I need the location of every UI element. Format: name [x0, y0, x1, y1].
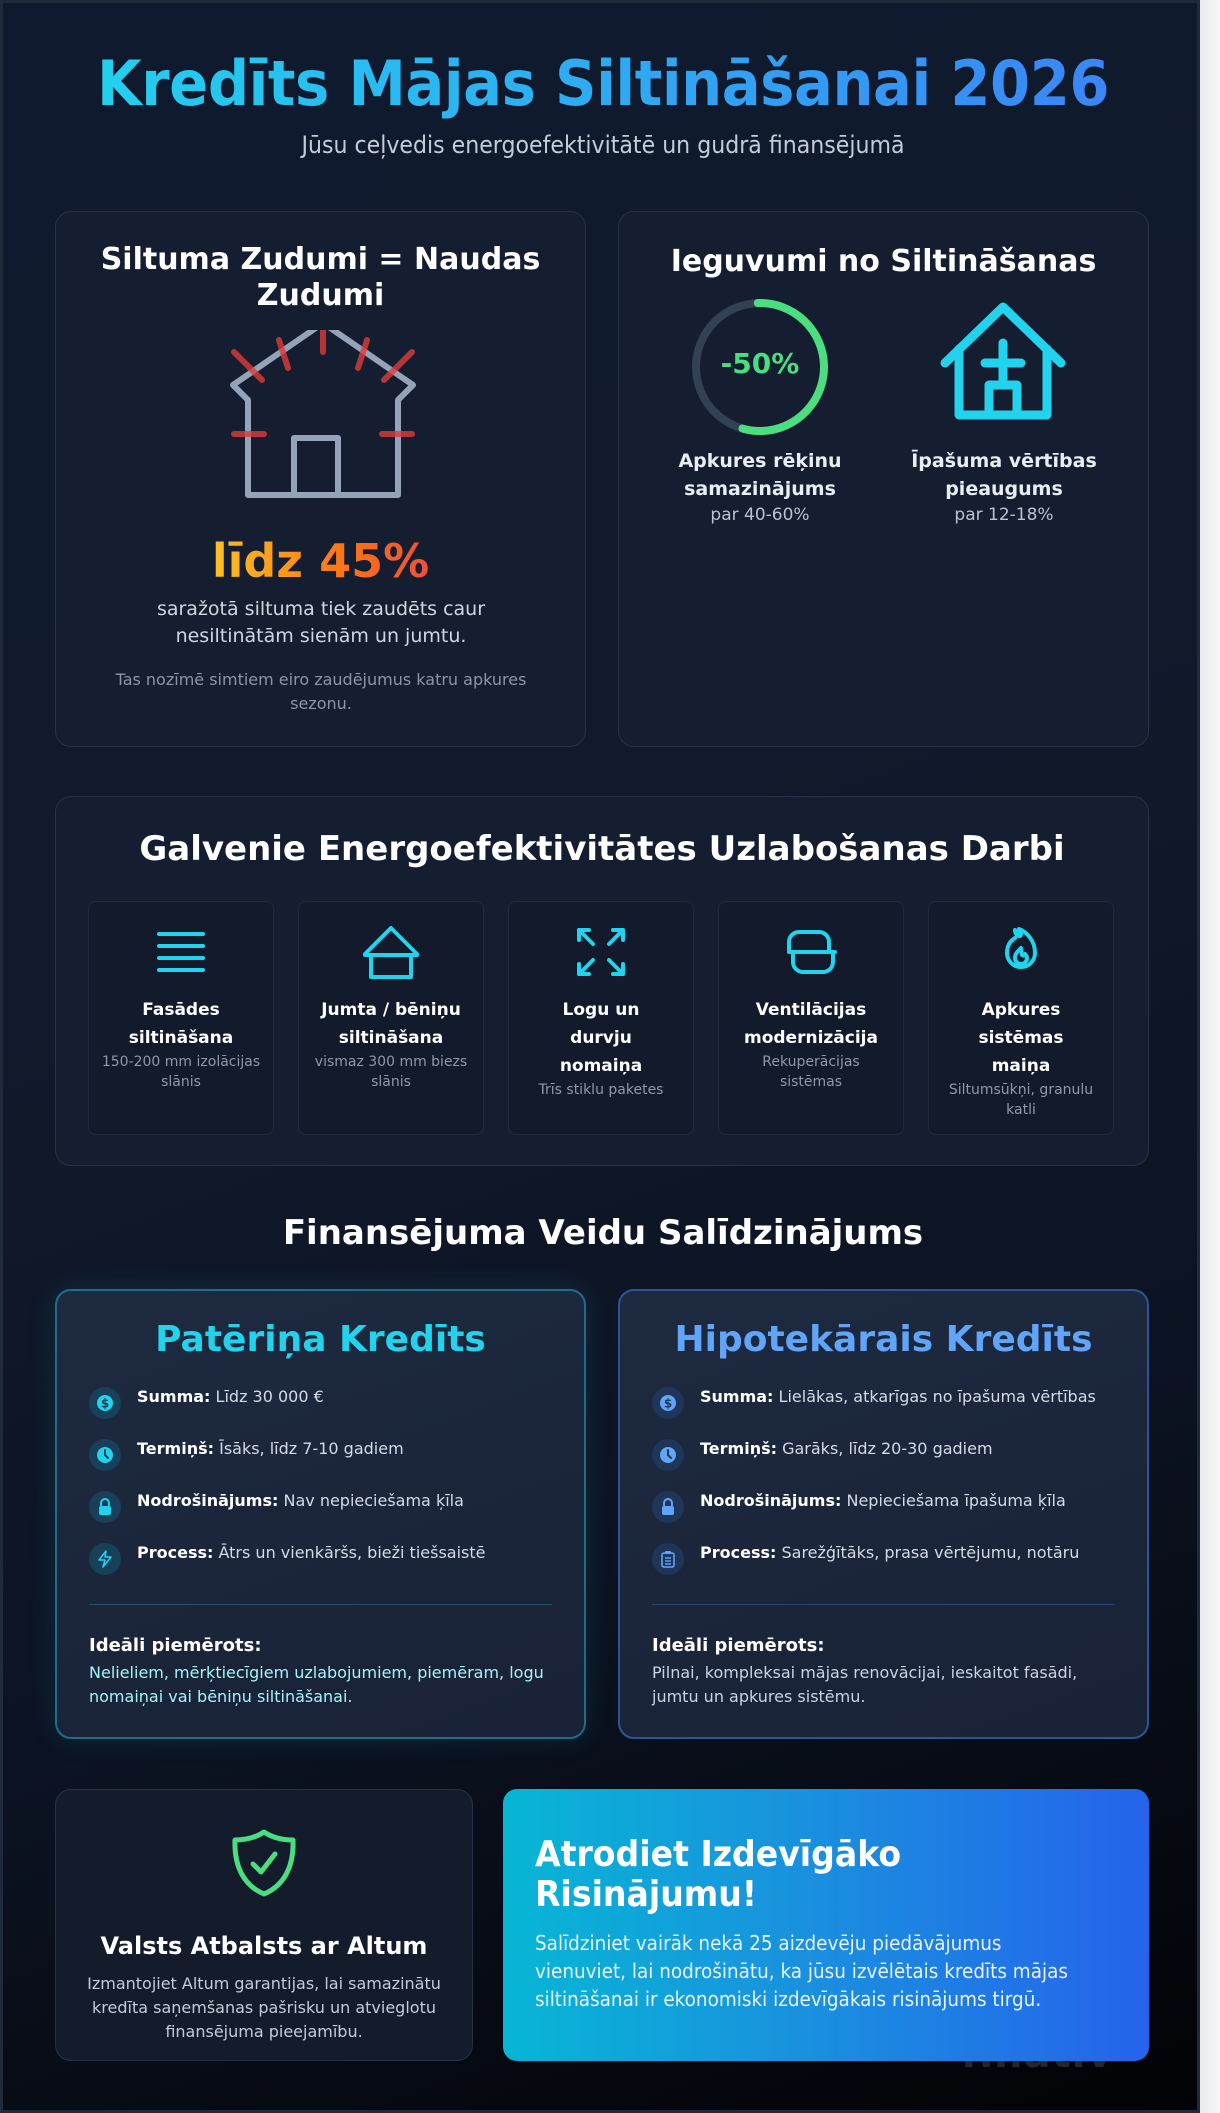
loan-row-label: Nodrošinājums: [700, 1491, 842, 1510]
loan-row-term [652, 1439, 1122, 1479]
ideal-heading: Ideāli piemērots: [652, 1635, 825, 1656]
mortgage-loan-card [618, 1289, 1149, 1739]
money-icon [89, 1387, 121, 1419]
ideal-heading: Ideāli piemērots: [89, 1635, 262, 1656]
money-icon [652, 1387, 684, 1419]
benefit-sub: par 40-60% [710, 505, 810, 525]
loan-row-label: Termiņš: [137, 1439, 214, 1458]
cta-banner[interactable] [503, 1789, 1149, 2061]
benefits-title: Ieguvumi no Siltināšanas [670, 244, 1097, 279]
loan-row-value: Sarežģītāks, prasa vērtējumu, notāru [781, 1543, 1080, 1562]
work-item-windows [508, 901, 694, 1135]
loan-row-value: Līdz 30 000 € [215, 1387, 324, 1406]
divider [652, 1604, 1115, 1605]
heat-loss-stat: līdz 45% [56, 534, 585, 588]
loan-row-value: Nepieciešama īpašuma ķīla [846, 1491, 1066, 1510]
benefit-sub: par 12-18% [954, 505, 1054, 525]
shield-check-icon [229, 1828, 299, 1898]
clipboard-icon [652, 1543, 684, 1575]
work-sub: Siltumsūkņi, granulu katli [948, 1082, 1094, 1118]
mortgage-loan-title: Hipotekārais Kredīts [674, 1319, 1093, 1360]
benefit-title: Apkures rēķinu samazinājums [678, 450, 842, 500]
benefits-card [618, 211, 1149, 747]
roof-house-icon [361, 924, 421, 980]
work-item-heating [928, 901, 1114, 1135]
loan-row-label: Termiņš: [700, 1439, 777, 1458]
ideal-text: Pilnai, kompleksai mājas renovācijai, ieskaitot fasādi, jumtu un apkures sistēmu. [652, 1663, 1078, 1706]
benefit-bill-reduction [640, 297, 880, 527]
works-section [55, 796, 1149, 1166]
work-sub: vismaz 300 mm biezs slānis [314, 1054, 468, 1090]
heat-loss-title: Siltuma Zudumi = Naudas Zudumi [100, 242, 541, 313]
loan-row-value: Nav nepieciešama ķīla [283, 1491, 464, 1510]
loan-row-collateral [89, 1491, 559, 1531]
work-sub: Trīs stiklu paketes [538, 1082, 664, 1098]
heat-loss-card [55, 211, 586, 747]
svg-text:$: $ [663, 1396, 673, 1411]
lock-icon [652, 1491, 684, 1523]
benefit-property-value [884, 297, 1124, 527]
flame-icon [993, 924, 1049, 980]
loan-row-label: Process: [137, 1543, 214, 1562]
ventilation-icon [781, 924, 841, 980]
loan-row-label: Summa: [137, 1387, 211, 1406]
ideal-text: Nelieliem, mērķtiecīgiem uzlabojumiem, piemēram, logu nomaiņai vai bēniņu siltināšanai. [89, 1663, 544, 1706]
house-value-icon [939, 301, 1069, 431]
loan-row-process [89, 1543, 559, 1583]
loan-row-value: Garāks, līdz 20-30 gadiem [782, 1439, 993, 1458]
expand-arrows-icon [573, 924, 629, 980]
work-sub: Rekuperācijas sistēmas [762, 1054, 860, 1090]
heat-loss-note: Tas nozīmē simtiem eiro zaudējumus katru apkures sezonu. [115, 670, 527, 713]
altum-title: Valsts Atbalsts ar Altum [100, 1932, 428, 1960]
altum-support-card [55, 1789, 473, 2061]
altum-text: Izmantojiet Altum garantijas, lai samazinātu kredīta saņemšanas pašrisku un atvieglotu finansējuma pieejamību. [87, 1974, 441, 2041]
clock-icon [652, 1439, 684, 1471]
ring-label: -50% [720, 347, 800, 380]
work-sub: 150-200 mm izolācijas slānis [101, 1054, 261, 1090]
benefit-title: Īpašuma vērtības pieaugums [911, 450, 1097, 500]
heat-loss-description: saražotā siltuma tiek zaudēts caur nesiltinātām sienām un jumtu. [156, 598, 486, 647]
loan-row-label: Nodrošinājums: [137, 1491, 279, 1510]
page-subtitle: Jūsu ceļvedis energoefektivitātē un gudrā finansējumā [301, 131, 905, 159]
work-title: Apkures sistēmas maiņa [978, 1000, 1064, 1076]
cta-text: Salīdziniet vairāk nekā 25 aizdevēju piedāvājumus vienuviet, lai nodrošinātu, ka jūsu izvēlētais kredīts mājas siltināšanai ir ekonomiski izdevīgākais risinājums tirgū. [535, 1931, 1068, 2011]
facade-lines-icon [153, 924, 209, 980]
loan-row-amount [89, 1387, 559, 1427]
work-title: Fasādes siltināšana [128, 1000, 234, 1048]
divider [89, 1604, 552, 1605]
loan-row-process [652, 1543, 1122, 1583]
loan-row-value: Īsāks, līdz 7-10 gadiem [219, 1439, 404, 1458]
work-item-roof [298, 901, 484, 1135]
loan-row-label: Process: [700, 1543, 777, 1562]
svg-text:$: $ [100, 1396, 110, 1411]
clock-icon [89, 1439, 121, 1471]
loan-row-value: Lielākas, atkarīgas no īpašuma vērtības [778, 1387, 1096, 1406]
work-item-ventilation [718, 901, 904, 1135]
work-title: Jumta / bēniņu siltināšana [321, 1000, 461, 1048]
lock-icon [89, 1491, 121, 1523]
loan-row-collateral [652, 1491, 1122, 1531]
loan-row-value: Ātrs un vienkāršs, bieži tiešsaistē [218, 1543, 486, 1562]
house-heat-loss-icon [228, 330, 418, 510]
work-title: Ventilācijas modernizācija [744, 1000, 878, 1048]
page-title: Kredīts Mājas Siltināšanai 2026 [45, 47, 1161, 120]
loan-row-label: Summa: [700, 1387, 774, 1406]
finance-section-title: Finansējuma Veidu Salīdzinājums [282, 1213, 924, 1253]
works-title: Galvenie Energoefektivitātes Uzlabošanas Darbi [139, 829, 1065, 869]
lightning-icon [89, 1543, 121, 1575]
cta-title: Atrodiet Izdevīgāko Risinājumu! [535, 1834, 902, 1915]
consumer-loan-card [55, 1289, 586, 1739]
work-item-facade [88, 901, 274, 1135]
loan-row-amount [652, 1387, 1122, 1427]
consumer-loan-title: Patēriņa Kredīts [155, 1319, 486, 1360]
page-edge [1200, 0, 1220, 2113]
work-title: Logu un durvju nomaiņa [559, 1000, 643, 1076]
loan-row-term [89, 1439, 559, 1479]
